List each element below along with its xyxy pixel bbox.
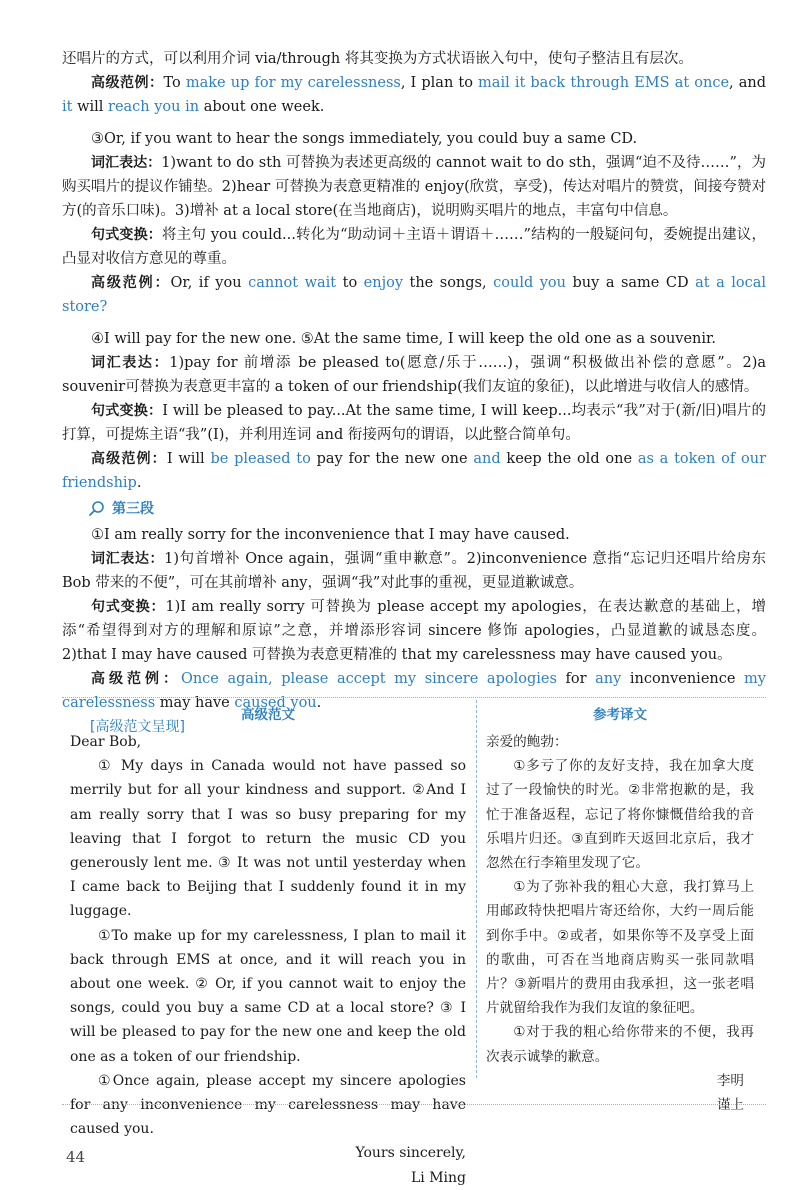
column-divider bbox=[476, 700, 477, 1078]
page-number: 44 bbox=[66, 1148, 86, 1166]
label-example: 高级范例： bbox=[91, 671, 181, 687]
translation-paragraph: ①为了弥补我的粗心大意，我打算马上用邮政特快把唱片寄还给你，大约一周后能到你手中。②或者，如果你等不及享受上面的歌曲，可否在当地商店购买一张同款唱片？③新唱片的费用由我承担，这一张老唱片就留给我作为我们友谊的象征吧。 bbox=[486, 879, 754, 1017]
label-vocab: 词汇表达： bbox=[91, 155, 162, 171]
translation-signature: 李明 bbox=[716, 1072, 744, 1089]
syntax-paragraph: 句式变换：I will be pleased to pay...At the same time, I will keep...均表示“我”对于(新/旧)唱片的打算，可提炼主语“我”(I)，并利用连词 and 衔接两句的谓语，以此整合简单句。 bbox=[62, 403, 767, 443]
section-heading bbox=[88, 497, 766, 521]
syntax-paragraph: 句式变换：1)I am really sorry 可替换为 please accept my apologies，在表达歉意的基础上，增添“希望得到对方的理解和原谅”之意，并增添形容词 sincere 修饰 apologies，凸显道歉的诚恳态度。2)that I may have caused 可替换为表意更精准的 that my carelessness may have caused you。 bbox=[62, 599, 766, 663]
letter-paragraph: ① My days in Canada would not have passed so merrily but for all your kindness and support. ②And I am really sorry that I was so busy preparing for my leaving that I forgot to return the music CD you generously lent me. ③ It was not until yesterday when I came back to Beijing that I suddenly found it in my luggage. bbox=[70, 758, 466, 920]
translation-closing: 谨上 bbox=[716, 1097, 744, 1114]
example-paragraph: 高级范例：To make up for my carelessness, I plan to mail it back through EMS at once, and it will reach you in about one week. bbox=[62, 75, 767, 115]
example-paragraph: 高级范例：Or, if you cannot wait to enjoy the songs, could you buy a same CD at a local store? bbox=[62, 275, 767, 315]
translation-paragraph: ①对于我的粗心给你带来的不便，我再次表示诚挚的歉意。 bbox=[486, 1024, 754, 1065]
label-vocab: 词汇表达： bbox=[91, 355, 170, 371]
example-paragraph: 高级范例：Once again, please accept my sincere apologies for any inconvenience my carelessness may have caused you. bbox=[62, 671, 766, 711]
section-title: 第三段 bbox=[112, 501, 154, 517]
analysis-section bbox=[62, 47, 766, 739]
source-sentence: ①I am really sorry for the inconvenience that I may have caused. bbox=[91, 527, 570, 543]
letter-paragraph: ①To make up for my carelessness, I plan to mail it back through EMS at once, and it will reach you in about one week. ② Or, if you cannot wait to enjoy the songs, could you buy a same CD at a local store? ③ I will be pleased to pay for the new one and keep the old one as a token of our friendship. bbox=[70, 927, 466, 1065]
example-paragraph: 高级范例：I will be pleased to pay for the new one and keep the old one as a token of our friendship. bbox=[62, 451, 767, 491]
source-sentence: ③Or, if you want to hear the songs immediately, you could buy a same CD. bbox=[91, 131, 638, 147]
divider-top bbox=[62, 697, 766, 698]
translation-letter bbox=[486, 730, 754, 1117]
letter-greeting: Dear Bob, bbox=[70, 734, 142, 750]
divider-bottom bbox=[62, 1104, 766, 1105]
vocab-paragraph: 词汇表达：1)want to do sth 可替换为表述更高级的 cannot wait to do sth，强调“迫不及待……”，为购买唱片的提议作铺垫。2)hear 可替换为表意更精准的 enjoy(欣赏，享受)，传达对唱片的赞赏，间接夸赞对方(的音乐口味)。3)增补 at a local store(在当地商店)，说明购买唱片的地点，丰富句中信息。 bbox=[62, 155, 767, 219]
syntax-paragraph: 句式变换：将主句 you could...转化为“助动词＋主语＋谓语＋……”结构的一般疑问句，委婉提出建议，凸显对收信方意见的尊重。 bbox=[62, 227, 766, 267]
letter-signature: Li Ming bbox=[410, 1169, 466, 1186]
letter-closing: Yours sincerely, bbox=[355, 1145, 466, 1162]
model-letter bbox=[70, 730, 466, 1190]
translation-paragraph: ①多亏了你的友好支持，我在加拿大度过了一段愉快的时光。②非常抱歉的是，我忙于准备返程，忘记了将你慷慨借给我的音乐唱片归还。③直到昨天返回北京后，我才忽然在行李箱里发现了它。 bbox=[486, 758, 754, 872]
label-syntax: 句式变换： bbox=[91, 403, 163, 419]
model-essay-tag: [高级范文呈现] bbox=[90, 719, 185, 735]
left-column-title: 高级范文 bbox=[241, 707, 295, 723]
label-example: 高级范例： bbox=[91, 451, 167, 467]
vocab-paragraph: 词汇表达：1)句首增补 Once again，强调“重申歉意”。2)inconvenience 意指“忘记归还唱片给房东 Bob 带来的不便”，可在其前增补 any，强调“我”对此事的重视，更显道歉诚意。 bbox=[62, 551, 766, 591]
right-column-title: 参考译文 bbox=[593, 707, 647, 723]
paragraph: 还唱片的方式，可以利用介词 via/through 将其变换为方式状语嵌入句中，使句子整洁且有层次。 bbox=[62, 51, 693, 67]
label-syntax: 句式变换： bbox=[91, 227, 162, 243]
vocab-paragraph: 词汇表达：1)pay for 前增添 be pleased to(愿意/乐于……)，强调“积极做出补偿的意愿”。2)a souvenir可替换为表意更丰富的 a token of our friendship(我们友谊的象征)，以此增进与收信人的感情。 bbox=[62, 355, 766, 395]
label-syntax: 句式变换： bbox=[91, 599, 166, 615]
label-vocab: 词汇表达： bbox=[91, 551, 165, 567]
source-sentence: ④I will pay for the new one. ⑤At the same time, I will keep the old one as a souvenir. bbox=[91, 331, 716, 347]
translation-greeting: 亲爱的鲍勃： bbox=[486, 734, 568, 750]
label-example: 高级范例： bbox=[91, 275, 171, 291]
label-example: 高级范例： bbox=[91, 75, 164, 91]
magnifier-icon bbox=[88, 500, 106, 518]
letter-paragraph: ①Once again, please accept my sincere apologies for any inconvenience my carelessness may have caused you. bbox=[70, 1072, 466, 1138]
